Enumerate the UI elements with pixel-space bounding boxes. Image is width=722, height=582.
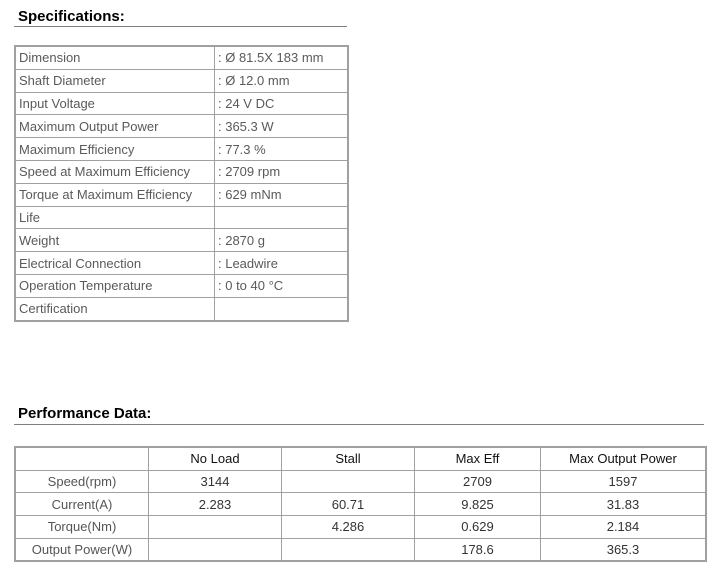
specifications-divider xyxy=(14,26,347,27)
spec-label: Maximum Output Power xyxy=(15,115,215,138)
performance-row xyxy=(15,493,706,516)
performance-column-header: Max Eff xyxy=(415,447,541,470)
performance-cell: 9.825 xyxy=(415,493,541,516)
spec-label: Weight xyxy=(15,229,215,252)
performance-cell: 4.286 xyxy=(282,516,415,539)
performance-cell: 2.184 xyxy=(541,516,707,539)
spec-value: : 365.3 W xyxy=(215,115,349,138)
performance-row xyxy=(15,516,706,539)
spec-row xyxy=(15,160,348,183)
spec-value: : 77.3 % xyxy=(215,138,349,161)
spec-value: : Ø 81.5X 183 mm xyxy=(215,46,349,69)
spec-row xyxy=(15,252,348,275)
performance-cell: 60.71 xyxy=(282,493,415,516)
spec-value: : Leadwire xyxy=(215,252,349,275)
spec-row xyxy=(15,138,348,161)
performance-cell xyxy=(149,516,282,539)
spec-row xyxy=(15,183,348,206)
performance-row-label: Speed(rpm) xyxy=(15,470,149,493)
spec-label: Operation Temperature xyxy=(15,274,215,297)
performance-cell: 31.83 xyxy=(541,493,707,516)
spec-row xyxy=(15,206,348,229)
performance-cell xyxy=(282,538,415,561)
spec-row xyxy=(15,229,348,252)
spec-label: Electrical Connection xyxy=(15,252,215,275)
spec-row xyxy=(15,115,348,138)
spec-label: Torque at Maximum Efficiency xyxy=(15,183,215,206)
performance-cell xyxy=(149,538,282,561)
performance-cell: 3144 xyxy=(149,470,282,493)
spec-label: Life xyxy=(15,206,215,229)
spec-label: Certification xyxy=(15,297,215,320)
spec-row xyxy=(15,46,348,69)
performance-cell xyxy=(282,470,415,493)
spec-label: Dimension xyxy=(15,46,215,69)
spec-value: : Ø 12.0 mm xyxy=(215,69,349,92)
spec-value: : 2870 g xyxy=(215,229,349,252)
performance-divider xyxy=(14,424,704,425)
performance-cell: 1597 xyxy=(541,470,707,493)
performance-cell: 2.283 xyxy=(149,493,282,516)
spec-value: : 24 V DC xyxy=(215,92,349,115)
performance-column-header: No Load xyxy=(149,447,282,470)
performance-row-label: Current(A) xyxy=(15,493,149,516)
performance-title: Performance Data: xyxy=(18,405,152,422)
spec-label: Speed at Maximum Efficiency xyxy=(15,160,215,183)
specifications-table xyxy=(14,45,349,322)
performance-row-label: Output Power(W) xyxy=(15,538,149,561)
spec-value: : 629 mNm xyxy=(215,183,349,206)
spec-row xyxy=(15,69,348,92)
performance-row xyxy=(15,470,706,493)
performance-cell: 365.3 xyxy=(541,538,707,561)
performance-column-header: Max Output Power xyxy=(541,447,707,470)
performance-cell: 2709 xyxy=(415,470,541,493)
performance-table xyxy=(14,446,707,562)
performance-cell: 178.6 xyxy=(415,538,541,561)
spec-value xyxy=(215,206,349,229)
performance-row xyxy=(15,538,706,561)
performance-column-header xyxy=(15,447,149,470)
spec-label: Input Voltage xyxy=(15,92,215,115)
spec-row xyxy=(15,297,348,320)
spec-label: Maximum Efficiency xyxy=(15,138,215,161)
spec-label: Shaft Diameter xyxy=(15,69,215,92)
spec-value xyxy=(215,297,349,320)
performance-column-header: Stall xyxy=(282,447,415,470)
spec-row xyxy=(15,274,348,297)
spec-value: : 2709 rpm xyxy=(215,160,349,183)
performance-row-label: Torque(Nm) xyxy=(15,516,149,539)
specifications-title: Specifications: xyxy=(18,8,125,25)
performance-cell: 0.629 xyxy=(415,516,541,539)
spec-value: : 0 to 40 °C xyxy=(215,274,349,297)
spec-row xyxy=(15,92,348,115)
